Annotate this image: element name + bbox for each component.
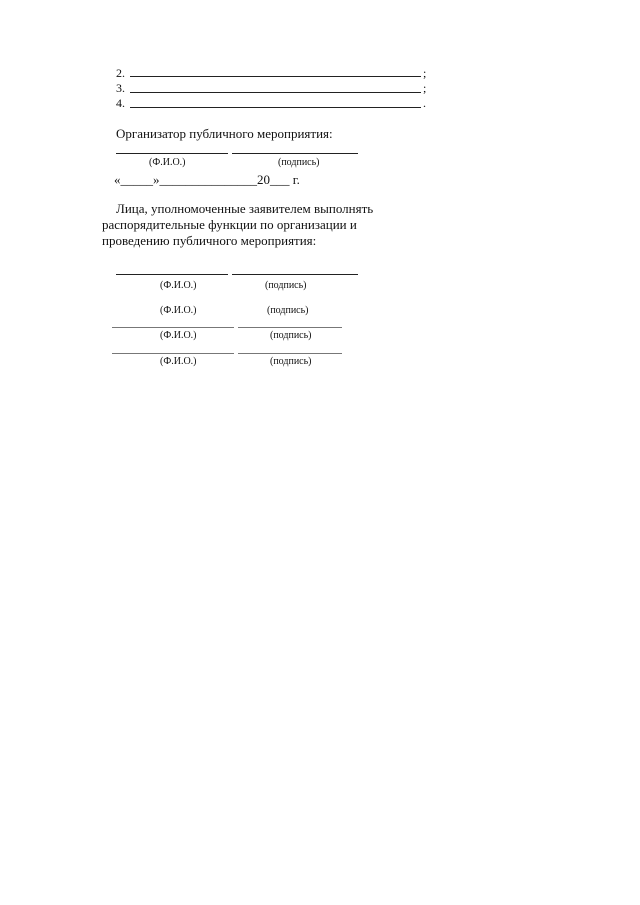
authorized-paragraph-line-2: распорядительные функции по организации и — [102, 217, 357, 232]
list-line-2 — [130, 76, 421, 77]
organizer-sign-line — [232, 153, 358, 154]
authorized-paragraph-line-3: проведению публичного мероприятия: — [102, 233, 317, 248]
authorized-fio-caption-2: (Ф.И.О.) — [160, 305, 197, 316]
authorized-fio-line-1 — [116, 274, 228, 275]
list-end-2: ; — [423, 66, 427, 80]
authorized-paragraph-line-1: Лица, уполномоченные заявителем выполнять — [116, 201, 374, 216]
authorized-sign-line-4 — [238, 353, 342, 354]
organizer-sign-caption: (подпись) — [278, 157, 320, 168]
authorized-fio-caption-4: (Ф.И.О.) — [160, 356, 197, 367]
authorized-sign-caption-4: (подпись) — [270, 356, 312, 367]
date-suffix: г. — [292, 172, 300, 187]
list-line-4 — [130, 107, 421, 108]
list-line-3 — [130, 92, 421, 93]
date-close-quote: » — [153, 172, 160, 187]
list-number-2: 2. — [116, 66, 125, 80]
authorized-sign-line-1 — [232, 274, 358, 275]
organizer-fio-line — [116, 153, 228, 154]
authorized-fio-caption-3: (Ф.И.О.) — [160, 330, 197, 341]
list-number-4: 4. — [116, 96, 125, 110]
date-line — [114, 172, 300, 188]
authorized-fio-line-4 — [112, 353, 234, 354]
authorized-fio-line-3 — [112, 327, 234, 328]
organizer-heading: Организатор публичного мероприятия: — [116, 126, 333, 141]
date-day-blank: _____ — [120, 172, 153, 187]
list-number-3: 3. — [116, 81, 125, 95]
date-month-blank: _______________ — [159, 172, 257, 187]
organizer-fio-caption: (Ф.И.О.) — [149, 157, 186, 168]
date-year-blank: ___ — [270, 172, 290, 187]
date-open-quote: « — [114, 172, 121, 187]
authorized-sign-line-3 — [238, 327, 342, 328]
date-year-prefix: 20 — [257, 172, 270, 187]
list-end-3: ; — [423, 81, 427, 95]
authorized-fio-caption-1: (Ф.И.О.) — [160, 280, 197, 291]
authorized-sign-caption-3: (подпись) — [270, 330, 312, 341]
authorized-sign-caption-2: (подпись) — [267, 305, 309, 316]
authorized-paragraph — [102, 201, 422, 249]
list-end-4: . — [423, 96, 426, 110]
authorized-sign-caption-1: (подпись) — [265, 280, 307, 291]
